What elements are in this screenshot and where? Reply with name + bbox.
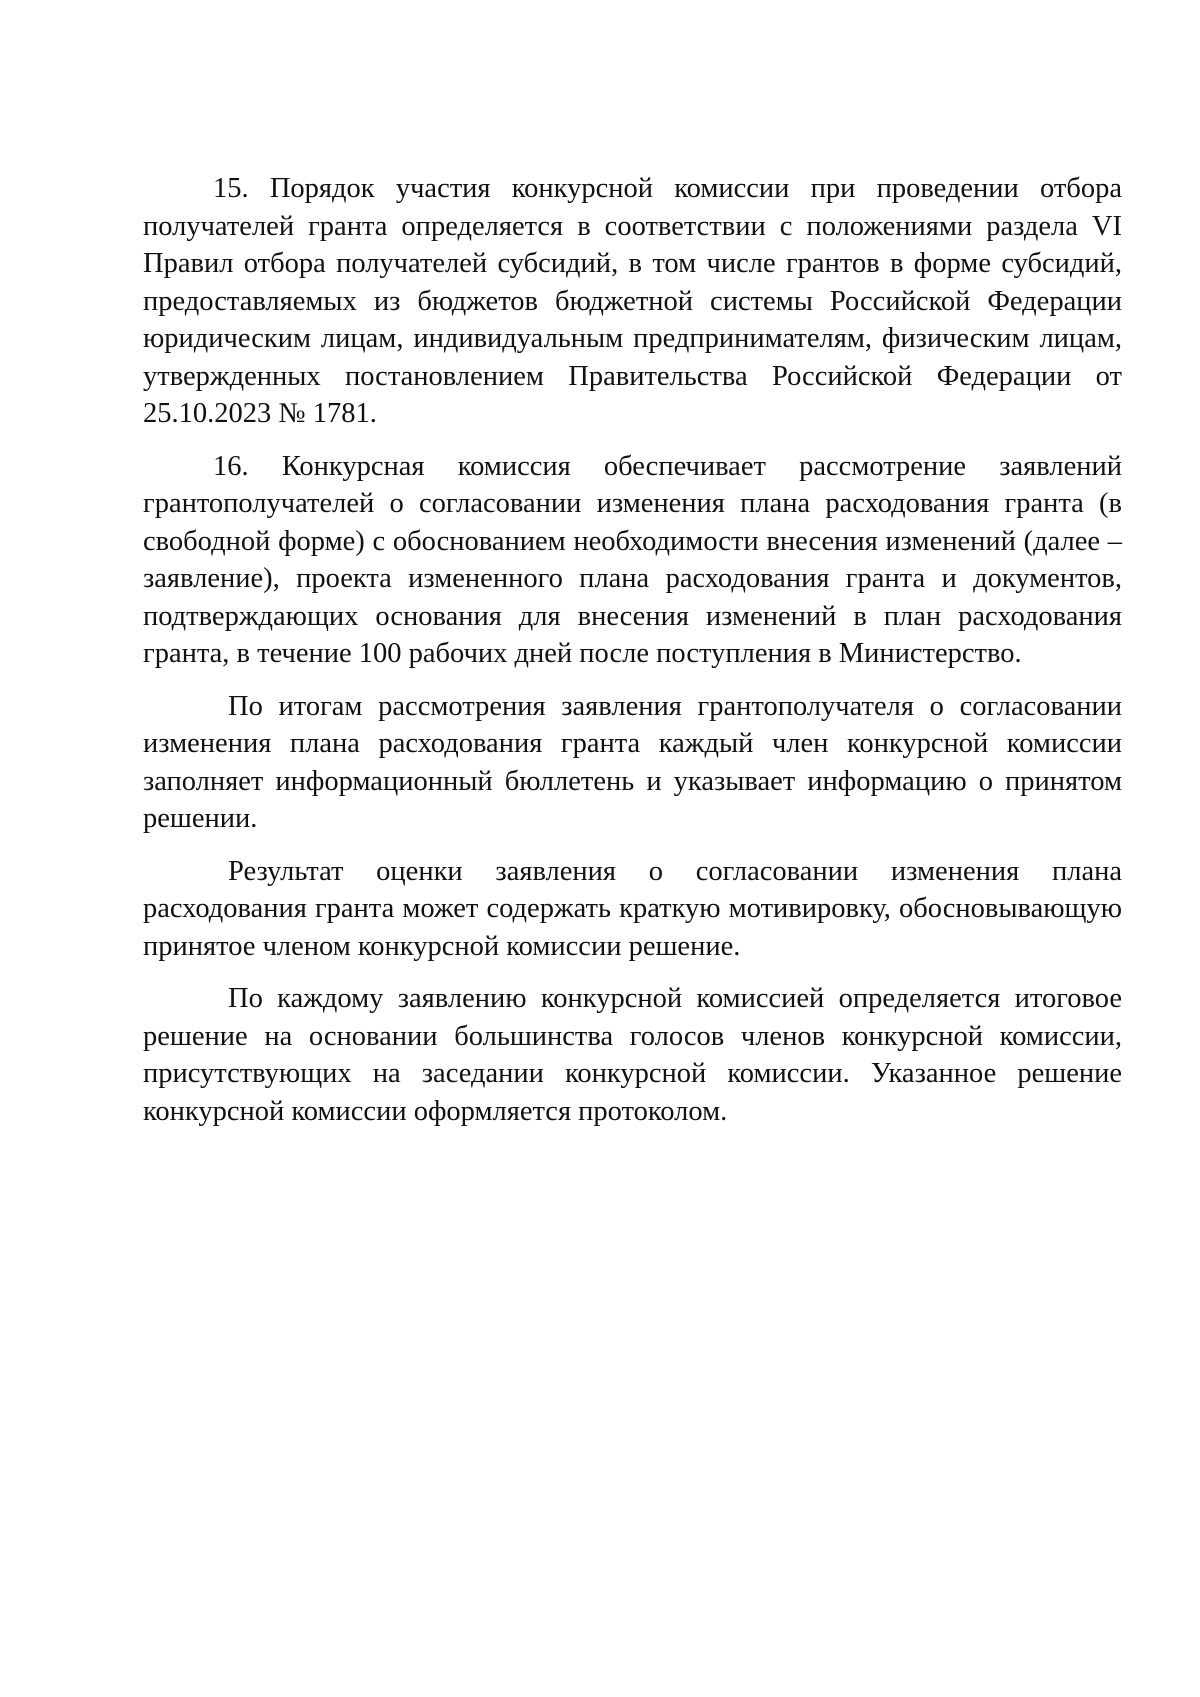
document-body	[143, 170, 1122, 1145]
paragraph-16-motivation: Результат оценки заявления о согласовании изменения плана расходования гранта может содержать краткую мотивировку, обосновывающую принятое членом конкурсной комиссии решение.	[143, 855, 1122, 962]
paragraph-16: 16. Конкурсная комиссия обеспечивает рассмотрение заявлений грантополучателей о согласовании изменения плана расходования гранта (в свободной форме) с обоснованием необходимости внесения изменений (далее – заявление), проекта измененного плана расходования гранта и документов, подтверждающих основания для внесения изменений в план расходования гранта, в течение 100 рабочих дней после поступления в Министерство.	[143, 450, 1122, 669]
paragraph-16-decision: По каждому заявлению конкурсной комиссией определяется итоговое решение на основании большинства голосов членов конкурсной комиссии, присутствующих на заседании конкурсной комиссии. Указанное решение конкурсной комиссии оформляется протоколом.	[143, 983, 1122, 1127]
paragraph-15: 15. Порядок участия конкурсной комиссии при проведении отбора получателей гранта определяется в соответствии с положениями раздела VI Правил отбора получателей субсидий, в том числе грантов в форме субсидий, предоставляемых из бюджетов бюджетной системы Российской Федерации юридическим лицам, индивидуальным предпринимателям, физическим лицам, утвержденных постановлением Правительства Российской Федерации от 25.10.2023 № 1781.	[143, 173, 1122, 429]
paragraph-16-voting: По итогам рассмотрения заявления грантополучателя о согласовании изменения плана расходования гранта каждый член конкурсной комиссии заполняет информационный бюллетень и указывает информацию о принятом решении.	[143, 690, 1122, 834]
